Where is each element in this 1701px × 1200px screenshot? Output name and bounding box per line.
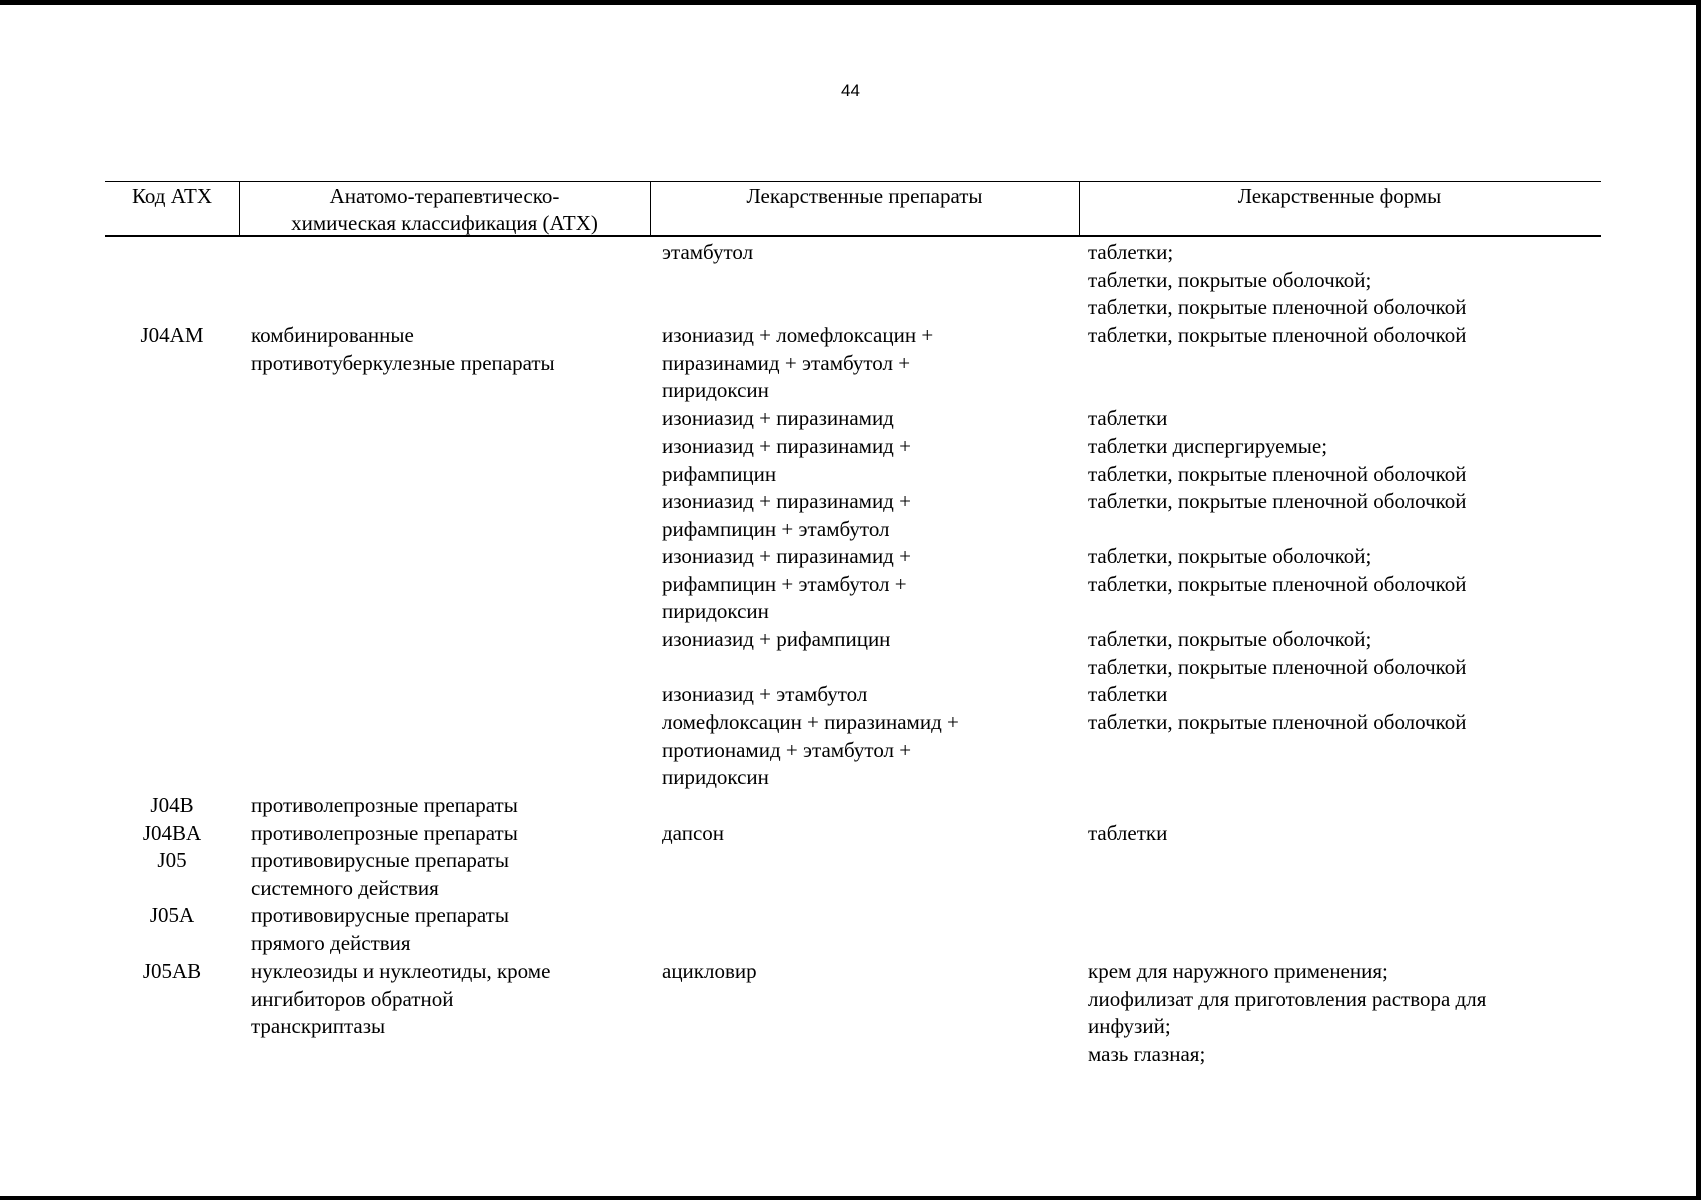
row-code: J04BA xyxy=(142,821,202,845)
row-forms: таблетки, покрытые пленочной оболочкой xyxy=(1088,323,1467,347)
row-drug: изониазид + пиразинамид xyxy=(662,406,894,430)
row-drug: ломефлоксацин + пиразинамид + протионамид + этамбутол + пиридоксин xyxy=(662,710,959,790)
row-drug: изониазид + ломефлоксацин + пиразинамид + этамбутол + пиридоксин xyxy=(662,323,934,403)
row-forms: крем для наружного применения; лиофилизат для приготовления раствора для инфузий; мазь глазная; xyxy=(1088,959,1487,1066)
row-code: J04B xyxy=(150,793,194,817)
page-number: 44 xyxy=(841,81,860,100)
row-classification: нуклеозиды и нуклеотиды, кроме ингибиторов обратной транскриптазы xyxy=(251,959,551,1039)
page-frame-right xyxy=(1696,0,1701,1200)
header-drugs: Лекарственные препараты xyxy=(746,184,983,208)
row-drug: изониазид + пиразинамид + рифампицин + этамбутол + пиридоксин xyxy=(662,544,911,624)
row-drug: ацикловир xyxy=(662,959,757,983)
header-forms: Лекарственные формы xyxy=(1237,184,1442,208)
header-classification: Анатомо-терапевтическо- химическая классификация (АТХ) xyxy=(291,184,598,235)
row-code: J05AB xyxy=(142,959,202,983)
header-divider xyxy=(239,181,240,235)
row-forms: таблетки; таблетки, покрытые оболочкой; таблетки, покрытые пленочной оболочкой xyxy=(1088,240,1467,320)
header-divider xyxy=(650,181,651,235)
table-top-rule xyxy=(105,181,1601,182)
row-classification: противолепрозные препараты xyxy=(251,793,518,817)
page-frame-bottom xyxy=(0,1196,1701,1200)
row-drug: изониазид + рифампицин xyxy=(662,627,891,651)
row-classification: противовирусные препараты системного действия xyxy=(251,848,509,900)
row-forms: таблетки, покрытые оболочкой; таблетки, покрытые пленочной оболочкой xyxy=(1088,544,1467,596)
row-forms: таблетки, покрытые пленочной оболочкой xyxy=(1088,489,1467,513)
page-frame-top xyxy=(0,0,1701,5)
row-code: J05A xyxy=(149,903,195,927)
row-classification: противолепрозные препараты xyxy=(251,821,518,845)
row-code: J05 xyxy=(157,848,187,872)
row-forms: таблетки, покрытые оболочкой; таблетки, покрытые пленочной оболочкой xyxy=(1088,627,1467,679)
row-forms: таблетки диспергируемые; таблетки, покрытые пленочной оболочкой xyxy=(1088,434,1467,486)
row-drug: изониазид + этамбутол xyxy=(662,682,868,706)
row-drug: изониазид + пиразинамид + рифампицин xyxy=(662,434,911,486)
row-classification: противовирусные препараты прямого действия xyxy=(251,903,509,955)
row-forms: таблетки xyxy=(1088,821,1168,845)
row-forms: таблетки, покрытые пленочной оболочкой xyxy=(1088,710,1467,734)
header-code: Код АТХ xyxy=(131,184,213,208)
row-drug: дапсон xyxy=(662,821,725,845)
row-classification: комбинированные противотуберкулезные препараты xyxy=(251,323,555,375)
row-drug: изониазид + пиразинамид + рифампицин + этамбутол xyxy=(662,489,911,541)
row-code: J04AM xyxy=(140,323,204,347)
row-forms: таблетки xyxy=(1088,682,1168,706)
header-divider xyxy=(1079,181,1080,235)
row-drug: этамбутол xyxy=(662,240,754,264)
row-forms: таблетки xyxy=(1088,406,1168,430)
